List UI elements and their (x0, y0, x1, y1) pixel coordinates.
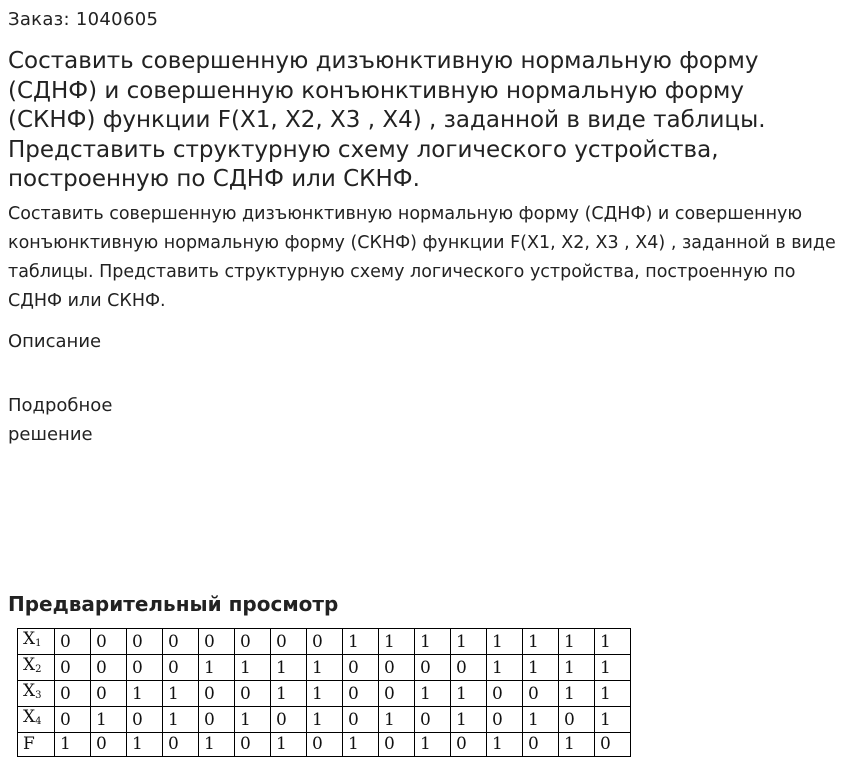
truth-table-cell: 1 (199, 733, 235, 757)
truth-table-cell: 0 (91, 655, 127, 681)
truth-table-cell: 0 (235, 733, 271, 757)
truth-table-cell: 1 (343, 733, 379, 757)
truth-table-cell: 1 (415, 733, 451, 757)
truth-table-variable (18, 707, 55, 733)
truth-table-cell: 0 (379, 733, 415, 757)
truth-table-cell: 1 (523, 629, 559, 655)
truth-table-cell: 0 (415, 655, 451, 681)
truth-table-variable (18, 733, 55, 757)
truth-table-cell: 1 (487, 629, 523, 655)
truth-table-cell: 0 (163, 733, 199, 757)
truth-table-cell: 1 (235, 707, 271, 733)
variable-name: X (23, 629, 36, 649)
truth-table-cell: 1 (595, 629, 631, 655)
truth-table-cell: 0 (487, 707, 523, 733)
truth-table-cell: 1 (523, 655, 559, 681)
truth-table-cell: 0 (271, 629, 307, 655)
truth-table-cell: 0 (523, 681, 559, 707)
truth-table-variable (18, 655, 55, 681)
truth-table-cell: 0 (523, 733, 559, 757)
truth-table-cell: 1 (271, 655, 307, 681)
truth-table-cell: 1 (271, 733, 307, 757)
variable-name: X (23, 681, 36, 701)
truth-table-cell: 1 (415, 629, 451, 655)
truth-table-cell: 0 (271, 707, 307, 733)
truth-table-cell: 0 (379, 681, 415, 707)
truth-table-cell: 1 (91, 707, 127, 733)
truth-table-cell: 1 (595, 707, 631, 733)
truth-table-row (18, 681, 631, 707)
truth-table-cell: 1 (451, 629, 487, 655)
variable-name: F (23, 734, 35, 755)
truth-table-cell: 0 (199, 629, 235, 655)
truth-table-cell: 0 (55, 681, 91, 707)
truth-table-cell: 0 (163, 629, 199, 655)
variable-name: X (23, 655, 36, 675)
truth-table-cell: 1 (559, 629, 595, 655)
truth-table-row (18, 655, 631, 681)
truth-table-cell: 1 (127, 733, 163, 757)
truth-table-cell: 1 (487, 733, 523, 757)
truth-table-cell: 1 (559, 655, 595, 681)
variable-index: 2 (35, 664, 42, 675)
truth-table-cell: 1 (523, 707, 559, 733)
truth-table-cell: 0 (451, 655, 487, 681)
truth-table-cell: 0 (163, 655, 199, 681)
truth-table-cell: 0 (127, 655, 163, 681)
truth-table-cell: 1 (343, 629, 379, 655)
truth-table-cell: 1 (559, 681, 595, 707)
truth-table-cell: 1 (595, 681, 631, 707)
order-number: Заказ: 1040605 (8, 9, 159, 30)
truth-table-cell: 0 (199, 681, 235, 707)
truth-table-body (18, 629, 631, 757)
page-title: Составить совершенную дизъюнктивную нормальную форму (СДНФ) и совершенную конъюнктивную нормальную форму (СКНФ) функции F(X1, X2, X3 , X4) , заданной в виде таблицы. Представить структурную схему логического устройства, построенную по СДНФ или СКНФ. (8, 48, 766, 192)
preview-heading: Предварительный просмотр (8, 592, 339, 616)
variable-index: 3 (35, 690, 42, 701)
variable-name: X (23, 707, 36, 727)
truth-table-variable (18, 629, 55, 655)
truth-table-cell: 1 (307, 707, 343, 733)
truth-table-cell: 0 (595, 733, 631, 757)
truth-table-cell: 0 (91, 681, 127, 707)
truth-table-cell: 0 (451, 733, 487, 757)
truth-table-cell: 1 (307, 681, 343, 707)
truth-table-cell: 0 (379, 655, 415, 681)
truth-table-row (18, 629, 631, 655)
truth-table-cell: 0 (307, 733, 343, 757)
task-description: Составить совершенную дизъюнктивную нормальную форму (СДНФ) и совершенную конъюнктивную нормальную форму (СКНФ) функции F(X1, X2, X3 , X4) , заданной в виде таблицы. Представить структурную схему логического устройства, построенную по СДНФ или СКНФ. (8, 204, 836, 311)
truth-table-cell: 0 (127, 629, 163, 655)
truth-table (17, 628, 631, 757)
truth-table-cell: 1 (163, 681, 199, 707)
truth-table-cell: 1 (379, 629, 415, 655)
truth-table-cell: 1 (415, 681, 451, 707)
truth-table-cell: 0 (55, 629, 91, 655)
truth-table-cell: 1 (451, 681, 487, 707)
truth-table-cell: 1 (595, 655, 631, 681)
description-label: Описание (8, 331, 102, 352)
truth-table-cell: 0 (235, 629, 271, 655)
truth-table-cell: 0 (127, 707, 163, 733)
truth-table-cell: 1 (307, 655, 343, 681)
truth-table-variable (18, 681, 55, 707)
truth-table-cell: 1 (235, 655, 271, 681)
truth-table-cell: 0 (343, 655, 379, 681)
solution-label: Подробное решение (8, 395, 113, 445)
truth-table-cell: 1 (487, 655, 523, 681)
truth-table-cell: 0 (307, 629, 343, 655)
truth-table-cell: 0 (199, 707, 235, 733)
truth-table-cell: 1 (163, 707, 199, 733)
truth-table-cell: 0 (415, 707, 451, 733)
truth-table-cell: 0 (235, 681, 271, 707)
truth-table-cell: 1 (559, 733, 595, 757)
truth-table-cell: 0 (55, 655, 91, 681)
truth-table-cell: 0 (91, 733, 127, 757)
truth-table-cell: 1 (199, 655, 235, 681)
truth-table-cell: 0 (487, 681, 523, 707)
truth-table-cell: 1 (55, 733, 91, 757)
variable-index: 1 (35, 638, 42, 649)
variable-index: 4 (35, 716, 42, 727)
truth-table-cell: 0 (55, 707, 91, 733)
truth-table-cell: 1 (379, 707, 415, 733)
truth-table-cell: 1 (127, 681, 163, 707)
truth-table-cell: 1 (451, 707, 487, 733)
truth-table-row (18, 707, 631, 733)
truth-table-cell: 0 (559, 707, 595, 733)
truth-table-cell: 1 (271, 681, 307, 707)
truth-table-row (18, 733, 631, 757)
truth-table-cell: 0 (91, 629, 127, 655)
truth-table-cell: 0 (343, 681, 379, 707)
truth-table-cell: 0 (343, 707, 379, 733)
